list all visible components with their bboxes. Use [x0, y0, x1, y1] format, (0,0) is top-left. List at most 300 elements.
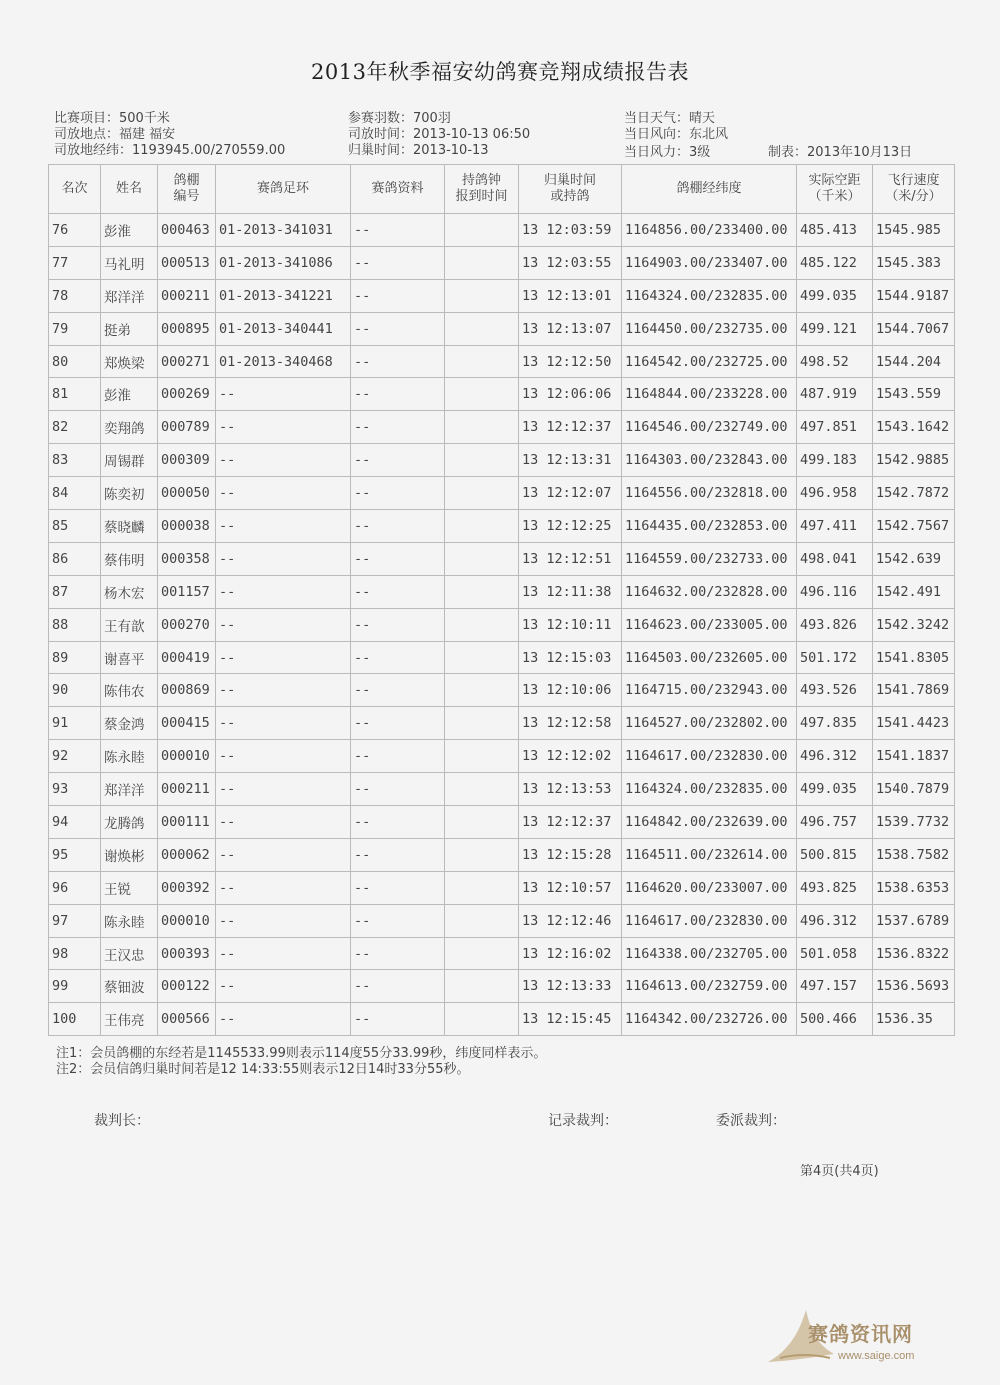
cell-ring-number: --	[216, 806, 351, 839]
cell-name: 陈永睦	[101, 740, 158, 773]
cell-loft-coords: 1164511.00/232614.00	[622, 838, 797, 871]
cell-arrival-time: 13 12:13:01	[519, 279, 622, 312]
cell-speed: 1542.7567	[873, 510, 955, 543]
cell-ring-number: --	[216, 871, 351, 904]
cell-pigeon-info: --	[351, 608, 445, 641]
cell-distance: 499.035	[797, 773, 873, 806]
cell-rank: 88	[49, 608, 101, 641]
cell-pigeon-info: --	[351, 806, 445, 839]
cell-clock-time	[445, 871, 519, 904]
header-pigeon-info: 赛鸽资料	[351, 165, 445, 214]
header-loft-coords: 鸽棚经纬度	[622, 165, 797, 214]
cell-clock-time	[445, 608, 519, 641]
cell-loft-id: 000358	[158, 542, 216, 575]
cell-clock-time	[445, 411, 519, 444]
cell-loft-coords: 1164546.00/232749.00	[622, 411, 797, 444]
cell-speed: 1538.6353	[873, 871, 955, 904]
cell-loft-id: 000271	[158, 345, 216, 378]
cell-ring-number: --	[216, 608, 351, 641]
cell-name: 王有歆	[101, 608, 158, 641]
table-row	[49, 510, 955, 543]
cell-distance: 497.411	[797, 510, 873, 543]
meta-release-time: 司放时间：2013-10-13 06:50	[348, 127, 531, 142]
meta-wind-direction: 当日风向：东北风	[624, 127, 729, 142]
cell-loft-id: 000415	[158, 707, 216, 740]
cell-loft-coords: 1164613.00/232759.00	[622, 970, 797, 1003]
cell-distance: 499.183	[797, 444, 873, 477]
cell-clock-time	[445, 641, 519, 674]
cell-pigeon-info: --	[351, 246, 445, 279]
cell-rank: 91	[49, 707, 101, 740]
cell-distance: 493.825	[797, 871, 873, 904]
cell-loft-coords: 1164623.00/233005.00	[622, 608, 797, 641]
cell-clock-time	[445, 1003, 519, 1036]
cell-pigeon-info: --	[351, 904, 445, 937]
table-row	[49, 1003, 955, 1036]
cell-loft-id: 000038	[158, 510, 216, 543]
cell-loft-coords: 1164556.00/232818.00	[622, 477, 797, 510]
cell-clock-time	[445, 312, 519, 345]
cell-arrival-time: 13 12:13:53	[519, 773, 622, 806]
cell-loft-coords: 1164844.00/233228.00	[622, 378, 797, 411]
cell-loft-coords: 1164527.00/232802.00	[622, 707, 797, 740]
cell-name: 彭淮	[101, 378, 158, 411]
cell-distance: 496.312	[797, 904, 873, 937]
cell-pigeon-info: --	[351, 970, 445, 1003]
cell-distance: 499.121	[797, 312, 873, 345]
cell-arrival-time: 13 12:13:31	[519, 444, 622, 477]
cell-clock-time	[445, 542, 519, 575]
table-row	[49, 477, 955, 510]
cell-clock-time	[445, 477, 519, 510]
cell-arrival-time: 13 12:13:07	[519, 312, 622, 345]
cell-rank: 99	[49, 970, 101, 1003]
cell-ring-number: --	[216, 575, 351, 608]
chief-judge-signature: 裁判长：	[94, 1113, 150, 1129]
cell-loft-coords: 1164620.00/233007.00	[622, 871, 797, 904]
cell-loft-coords: 1164715.00/232943.00	[622, 674, 797, 707]
cell-distance: 498.52	[797, 345, 873, 378]
cell-rank: 77	[49, 246, 101, 279]
cell-speed: 1538.7582	[873, 838, 955, 871]
cell-clock-time	[445, 444, 519, 477]
page-number: 第4页(共4页)	[800, 1164, 879, 1179]
cell-speed: 1542.639	[873, 542, 955, 575]
cell-distance: 485.413	[797, 214, 873, 247]
cell-ring-number: --	[216, 838, 351, 871]
cell-name: 杨木宏	[101, 575, 158, 608]
cell-speed: 1544.204	[873, 345, 955, 378]
cell-arrival-time: 13 12:12:07	[519, 477, 622, 510]
cell-rank: 87	[49, 575, 101, 608]
cell-arrival-time: 13 12:10:57	[519, 871, 622, 904]
cell-loft-id: 000050	[158, 477, 216, 510]
cell-name: 龙腾鸽	[101, 806, 158, 839]
cell-clock-time	[445, 279, 519, 312]
cell-ring-number: --	[216, 641, 351, 674]
cell-loft-coords: 1164617.00/232830.00	[622, 904, 797, 937]
cell-arrival-time: 13 12:15:03	[519, 641, 622, 674]
table-row	[49, 345, 955, 378]
cell-arrival-time: 13 12:12:02	[519, 740, 622, 773]
cell-name: 郑焕梁	[101, 345, 158, 378]
cell-name: 奕翔鸽	[101, 411, 158, 444]
cell-distance: 487.919	[797, 378, 873, 411]
table-row	[49, 444, 955, 477]
cell-arrival-time: 13 12:15:28	[519, 838, 622, 871]
cell-name: 陈伟农	[101, 674, 158, 707]
cell-pigeon-info: --	[351, 773, 445, 806]
cell-pigeon-info: --	[351, 345, 445, 378]
cell-rank: 89	[49, 641, 101, 674]
cell-loft-id: 000419	[158, 641, 216, 674]
cell-speed: 1543.559	[873, 378, 955, 411]
cell-loft-coords: 1164338.00/232705.00	[622, 937, 797, 970]
cell-pigeon-info: --	[351, 477, 445, 510]
cell-pigeon-info: --	[351, 411, 445, 444]
cell-loft-id: 000392	[158, 871, 216, 904]
cell-distance: 500.815	[797, 838, 873, 871]
cell-loft-id: 000789	[158, 411, 216, 444]
cell-loft-id: 000393	[158, 937, 216, 970]
table-row	[49, 871, 955, 904]
cell-distance: 497.835	[797, 707, 873, 740]
cell-ring-number: --	[216, 444, 351, 477]
header-speed: 飞行速度 （米/分）	[873, 165, 955, 214]
cell-loft-id: 000513	[158, 246, 216, 279]
cell-loft-id: 000895	[158, 312, 216, 345]
table-row	[49, 279, 955, 312]
meta-entries: 参赛羽数：700羽	[348, 111, 451, 126]
table-row	[49, 214, 955, 247]
cell-rank: 95	[49, 838, 101, 871]
cell-name: 王锐	[101, 871, 158, 904]
cell-pigeon-info: --	[351, 740, 445, 773]
cell-arrival-time: 13 12:12:37	[519, 806, 622, 839]
cell-speed: 1541.4423	[873, 707, 955, 740]
table-row	[49, 411, 955, 444]
delegate-judge-signature: 委派裁判：	[716, 1113, 786, 1129]
table-row	[49, 937, 955, 970]
cell-ring-number: --	[216, 411, 351, 444]
table-row	[49, 970, 955, 1003]
cell-speed: 1536.35	[873, 1003, 955, 1036]
cell-loft-coords: 1164903.00/233407.00	[622, 246, 797, 279]
cell-loft-coords: 1164503.00/232605.00	[622, 641, 797, 674]
cell-name: 蔡伟明	[101, 542, 158, 575]
table-row	[49, 707, 955, 740]
header-clock-time: 持鸽钟 报到时间	[445, 165, 519, 214]
cell-arrival-time: 13 12:12:58	[519, 707, 622, 740]
cell-pigeon-info: --	[351, 279, 445, 312]
cell-speed: 1541.7869	[873, 674, 955, 707]
cell-clock-time	[445, 937, 519, 970]
meta-release-coords: 司放地经纬：1193945.00/270559.00	[54, 143, 286, 158]
cell-loft-id: 000211	[158, 773, 216, 806]
cell-loft-coords: 1164856.00/233400.00	[622, 214, 797, 247]
cell-name: 郑洋洋	[101, 773, 158, 806]
meta-return-time: 归巢时间：2013-10-13	[348, 143, 489, 158]
cell-distance: 501.058	[797, 937, 873, 970]
cell-name: 蔡钿波	[101, 970, 158, 1003]
cell-rank: 83	[49, 444, 101, 477]
cell-ring-number: 01-2013-341221	[216, 279, 351, 312]
cell-speed: 1542.9885	[873, 444, 955, 477]
cell-rank: 81	[49, 378, 101, 411]
cell-loft-id: 000270	[158, 608, 216, 641]
cell-ring-number: --	[216, 1003, 351, 1036]
cell-distance: 496.116	[797, 575, 873, 608]
cell-rank: 92	[49, 740, 101, 773]
table-row	[49, 608, 955, 641]
cell-loft-id: 000566	[158, 1003, 216, 1036]
cell-loft-id: 000869	[158, 674, 216, 707]
cell-ring-number: --	[216, 740, 351, 773]
cell-clock-time	[445, 674, 519, 707]
cell-arrival-time: 13 12:12:37	[519, 411, 622, 444]
cell-distance: 501.172	[797, 641, 873, 674]
cell-arrival-time: 13 12:12:51	[519, 542, 622, 575]
cell-arrival-time: 13 12:10:11	[519, 608, 622, 641]
cell-loft-id: 000122	[158, 970, 216, 1003]
meta-weather: 当日天气：晴天	[624, 111, 716, 126]
cell-rank: 85	[49, 510, 101, 543]
cell-rank: 80	[49, 345, 101, 378]
cell-pigeon-info: --	[351, 838, 445, 871]
cell-pigeon-info: --	[351, 378, 445, 411]
cell-name: 彭淮	[101, 214, 158, 247]
cell-speed: 1539.7732	[873, 806, 955, 839]
cell-loft-id: 000010	[158, 904, 216, 937]
cell-rank: 100	[49, 1003, 101, 1036]
cell-ring-number: 01-2013-341031	[216, 214, 351, 247]
meta-wind-force: 当日风力：3级	[624, 145, 711, 160]
note-2: 注2：会员信鸽归巢时间若是12 14:33:55则表示12日14时33分55秒。	[56, 1062, 470, 1077]
cell-loft-id: 000010	[158, 740, 216, 773]
cell-clock-time	[445, 707, 519, 740]
cell-loft-coords: 1164559.00/232733.00	[622, 542, 797, 575]
cell-ring-number: 01-2013-340468	[216, 345, 351, 378]
cell-ring-number: --	[216, 773, 351, 806]
cell-pigeon-info: --	[351, 674, 445, 707]
cell-name: 王伟亮	[101, 1003, 158, 1036]
cell-name: 陈奕初	[101, 477, 158, 510]
meta-race-item: 比赛项目：500千米	[54, 111, 170, 126]
cell-pigeon-info: --	[351, 510, 445, 543]
cell-ring-number: 01-2013-340441	[216, 312, 351, 345]
table-row	[49, 806, 955, 839]
cell-clock-time	[445, 246, 519, 279]
watermark-url: www.saige.com	[838, 1350, 915, 1362]
table-row	[49, 904, 955, 937]
cell-clock-time	[445, 806, 519, 839]
cell-loft-id: 001157	[158, 575, 216, 608]
cell-loft-coords: 1164617.00/232830.00	[622, 740, 797, 773]
cell-ring-number: --	[216, 937, 351, 970]
cell-rank: 96	[49, 871, 101, 904]
cell-loft-id: 000463	[158, 214, 216, 247]
cell-rank: 98	[49, 937, 101, 970]
cell-arrival-time: 13 12:10:06	[519, 674, 622, 707]
cell-loft-id: 000269	[158, 378, 216, 411]
table-row	[49, 674, 955, 707]
table-row	[49, 641, 955, 674]
cell-loft-id: 000211	[158, 279, 216, 312]
cell-ring-number: --	[216, 674, 351, 707]
cell-loft-coords: 1164450.00/232735.00	[622, 312, 797, 345]
table-body	[49, 214, 955, 1036]
recorder-judge-signature: 记录裁判：	[548, 1113, 618, 1129]
cell-pigeon-info: --	[351, 937, 445, 970]
table-row	[49, 575, 955, 608]
cell-clock-time	[445, 970, 519, 1003]
cell-distance: 498.041	[797, 542, 873, 575]
cell-speed: 1536.8322	[873, 937, 955, 970]
cell-pigeon-info: --	[351, 641, 445, 674]
cell-speed: 1542.3242	[873, 608, 955, 641]
cell-loft-coords: 1164324.00/232835.00	[622, 279, 797, 312]
cell-loft-coords: 1164342.00/232726.00	[622, 1003, 797, 1036]
cell-clock-time	[445, 773, 519, 806]
cell-rank: 82	[49, 411, 101, 444]
cell-rank: 76	[49, 214, 101, 247]
cell-arrival-time: 13 12:13:33	[519, 970, 622, 1003]
table-row	[49, 838, 955, 871]
table-row	[49, 740, 955, 773]
cell-arrival-time: 13 12:12:46	[519, 904, 622, 937]
cell-distance: 496.312	[797, 740, 873, 773]
cell-clock-time	[445, 575, 519, 608]
header-ring-number: 赛鸽足环	[216, 165, 351, 214]
cell-loft-id: 000309	[158, 444, 216, 477]
cell-rank: 93	[49, 773, 101, 806]
cell-clock-time	[445, 214, 519, 247]
results-table	[48, 164, 955, 1036]
cell-rank: 90	[49, 674, 101, 707]
cell-loft-coords: 1164324.00/232835.00	[622, 773, 797, 806]
cell-pigeon-info: --	[351, 707, 445, 740]
cell-speed: 1542.7872	[873, 477, 955, 510]
cell-distance: 496.757	[797, 806, 873, 839]
cell-loft-coords: 1164842.00/232639.00	[622, 806, 797, 839]
cell-name: 郑洋洋	[101, 279, 158, 312]
cell-name: 蔡金鸿	[101, 707, 158, 740]
cell-distance: 485.122	[797, 246, 873, 279]
header-arrival-time: 归巢时间 或持鸽	[519, 165, 622, 214]
cell-ring-number: --	[216, 904, 351, 937]
cell-name: 陈永睦	[101, 904, 158, 937]
watermark-text: 赛鸽资讯网	[808, 1322, 913, 1346]
cell-loft-coords: 1164303.00/232843.00	[622, 444, 797, 477]
cell-arrival-time: 13 12:12:25	[519, 510, 622, 543]
cell-pigeon-info: --	[351, 214, 445, 247]
table-row	[49, 312, 955, 345]
cell-loft-coords: 1164632.00/232828.00	[622, 575, 797, 608]
cell-arrival-time: 13 12:16:02	[519, 937, 622, 970]
cell-speed: 1545.383	[873, 246, 955, 279]
cell-ring-number: --	[216, 970, 351, 1003]
report-title: 2013年秋季福安幼鸽赛竞翔成绩报告表	[311, 60, 689, 84]
cell-name: 蔡晓麟	[101, 510, 158, 543]
cell-pigeon-info: --	[351, 1003, 445, 1036]
cell-loft-id: 000111	[158, 806, 216, 839]
cell-arrival-time: 13 12:12:50	[519, 345, 622, 378]
cell-clock-time	[445, 510, 519, 543]
cell-pigeon-info: --	[351, 312, 445, 345]
cell-speed: 1541.8305	[873, 641, 955, 674]
cell-speed: 1537.6789	[873, 904, 955, 937]
cell-loft-coords: 1164435.00/232853.00	[622, 510, 797, 543]
cell-ring-number: --	[216, 542, 351, 575]
header-rank: 名次	[49, 165, 101, 214]
cell-arrival-time: 13 12:03:55	[519, 246, 622, 279]
cell-loft-id: 000062	[158, 838, 216, 871]
cell-arrival-time: 13 12:06:06	[519, 378, 622, 411]
notes	[56, 1046, 546, 1078]
cell-clock-time	[445, 378, 519, 411]
cell-name: 挺弟	[101, 312, 158, 345]
cell-clock-time	[445, 904, 519, 937]
cell-distance: 497.157	[797, 970, 873, 1003]
cell-distance: 497.851	[797, 411, 873, 444]
cell-ring-number: --	[216, 378, 351, 411]
cell-clock-time	[445, 740, 519, 773]
cell-speed: 1541.1837	[873, 740, 955, 773]
cell-pigeon-info: --	[351, 542, 445, 575]
cell-name: 周锡群	[101, 444, 158, 477]
cell-rank: 84	[49, 477, 101, 510]
cell-rank: 94	[49, 806, 101, 839]
cell-loft-coords: 1164542.00/232725.00	[622, 345, 797, 378]
cell-distance: 493.826	[797, 608, 873, 641]
cell-distance: 496.958	[797, 477, 873, 510]
cell-speed: 1540.7879	[873, 773, 955, 806]
cell-pigeon-info: --	[351, 575, 445, 608]
meta-made-date: 制表：2013年10月13日	[768, 145, 913, 160]
cell-speed: 1536.5693	[873, 970, 955, 1003]
table-header-row	[49, 165, 955, 214]
cell-speed: 1545.985	[873, 214, 955, 247]
cell-name: 谢喜平	[101, 641, 158, 674]
table-row	[49, 773, 955, 806]
cell-name: 谢焕彬	[101, 838, 158, 871]
cell-rank: 79	[49, 312, 101, 345]
cell-speed: 1544.9187	[873, 279, 955, 312]
cell-distance: 500.466	[797, 1003, 873, 1036]
cell-ring-number: --	[216, 510, 351, 543]
cell-speed: 1543.1642	[873, 411, 955, 444]
cell-pigeon-info: --	[351, 444, 445, 477]
cell-arrival-time: 13 12:03:59	[519, 214, 622, 247]
cell-arrival-time: 13 12:11:38	[519, 575, 622, 608]
cell-ring-number: 01-2013-341086	[216, 246, 351, 279]
cell-speed: 1542.491	[873, 575, 955, 608]
cell-name: 王汉忠	[101, 937, 158, 970]
cell-ring-number: --	[216, 707, 351, 740]
cell-clock-time	[445, 838, 519, 871]
header-distance: 实际空距 （千米）	[797, 165, 873, 214]
table-row	[49, 542, 955, 575]
note-1: 注1：会员鸽棚的东经若是1145533.99则表示114度55分33.99秒，纬度同样表示。	[56, 1046, 547, 1061]
cell-arrival-time: 13 12:15:45	[519, 1003, 622, 1036]
cell-speed: 1544.7067	[873, 312, 955, 345]
cell-rank: 97	[49, 904, 101, 937]
meta-release-place: 司放地点：福建 福安	[54, 127, 176, 142]
header-loft-id: 鸽棚 编号	[158, 165, 216, 214]
cell-name: 马礼明	[101, 246, 158, 279]
table-row	[49, 378, 955, 411]
cell-distance: 493.526	[797, 674, 873, 707]
